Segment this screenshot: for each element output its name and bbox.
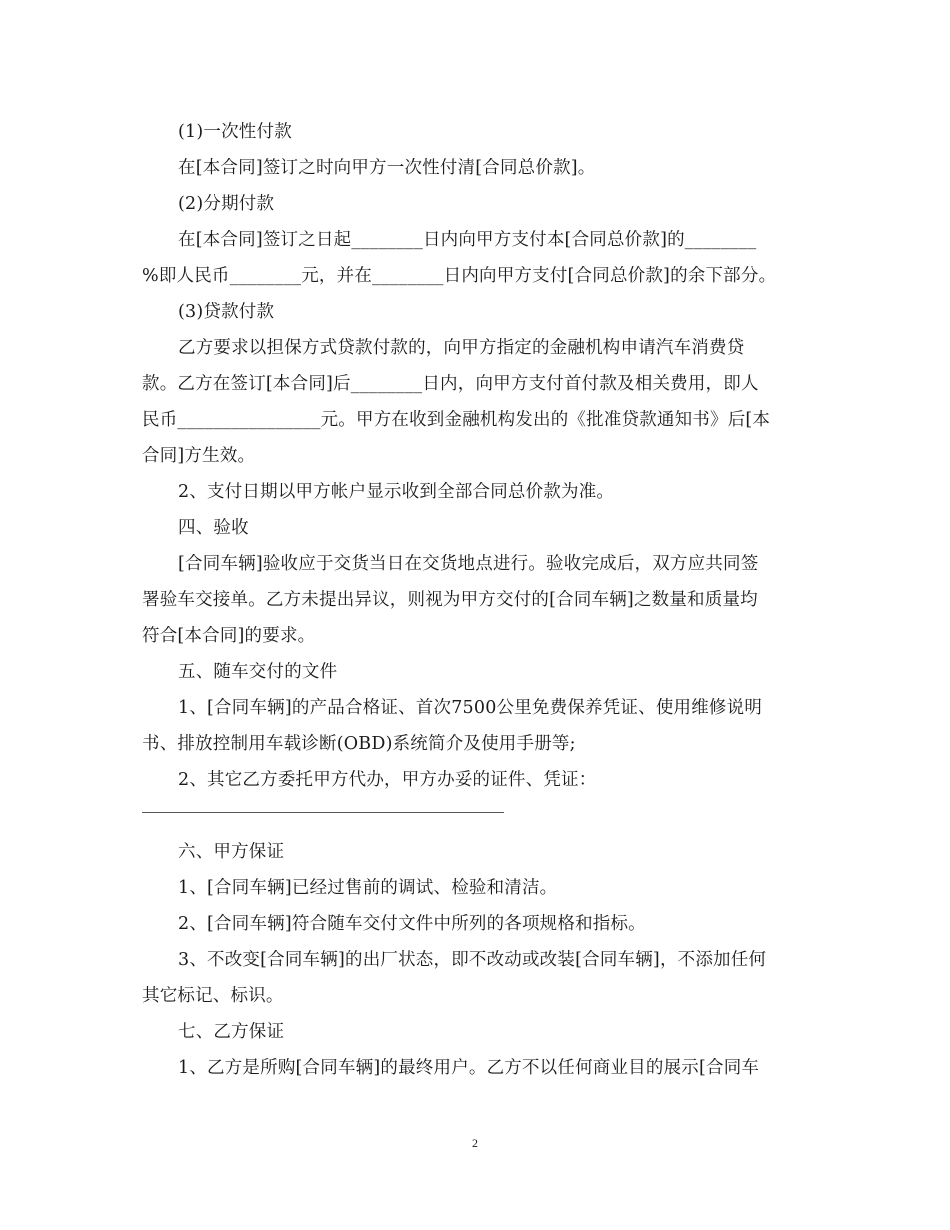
paragraph-line: [合同车辆]验收应于交货当日在交货地点进行。验收完成后，双方应共同签	[178, 554, 759, 574]
paragraph-line: 款。乙方在签订[本合同]后________日内，向甲方支付首付款及相关费用，即人	[142, 374, 759, 394]
fill-in-blank-rule	[142, 798, 810, 834]
clause-heading-installment: (2)分期付款	[178, 194, 275, 214]
paragraph-line: 1、[合同车辆]已经过售前的调试、检验和清洁。	[178, 878, 558, 898]
paragraph-line: 1、乙方是所购[合同车辆]的最终用户。乙方不以任何商业目的展示[合同车	[178, 1058, 760, 1078]
paragraph-line: 2、[合同车辆]符合随车交付文件中所列的各项规格和指标。	[178, 914, 646, 934]
page-number: 2	[472, 1136, 478, 1150]
paragraph-line: 3、不改变[合同车辆]的出厂状态，即不改动或改装[合同车辆]，不添加任何	[178, 950, 767, 970]
section-heading-party-b-guarantee: 七、乙方保证	[178, 1022, 285, 1042]
paragraph-line: 在[本合同]签订之时向甲方一次性付清[合同总价款]。	[178, 158, 596, 178]
paragraph-line: 在[本合同]签订之日起________日内向甲方支付本[合同总价款]的________	[178, 230, 757, 250]
paragraph-line: 符合[本合同]的要求。	[142, 626, 316, 646]
paragraph-line: 1、[合同车辆]的产品合格证、首次7500公里免费保养凭证、使用维修说明	[178, 698, 763, 718]
clause-heading-loan: (3)贷款付款	[178, 302, 275, 322]
section-heading-inspection: 四、验收	[178, 518, 249, 538]
paragraph-line: 合同]方生效。	[142, 446, 256, 466]
paragraph-line: 其它标记、标识。	[142, 986, 284, 1006]
section-heading-party-a-guarantee: 六、甲方保证	[178, 842, 285, 862]
section-heading-documents: 五、随车交付的文件	[178, 662, 338, 682]
paragraph-line: 民币________________元。甲方在收到金融机构发出的《批准贷款通知书》后[本	[142, 410, 771, 430]
paragraph-line: 乙方要求以担保方式贷款付款的，向甲方指定的金融机构申请汽车消费贷	[178, 338, 745, 358]
paragraph-line: 2、支付日期以甲方帐户显示收到全部合同总价款为准。	[178, 482, 615, 502]
page-body	[142, 114, 810, 1086]
paragraph-line: 署验车交接单。乙方未提出异议，则视为甲方交付的[合同车辆]之数量和质量均	[142, 590, 758, 610]
paragraph-line: 书、排放控制用车载诊断(OBD)系统简介及使用手册等;	[142, 734, 576, 754]
paragraph-line: %即人民币________元，并在________日内向甲方支付[合同总价款]的余下部分。	[142, 266, 777, 286]
clause-heading-lump-sum: (1)一次性付款	[178, 122, 292, 142]
paragraph-line: 2、其它乙方委托甲方代办，甲方办妥的证件、凭证：	[178, 770, 597, 790]
